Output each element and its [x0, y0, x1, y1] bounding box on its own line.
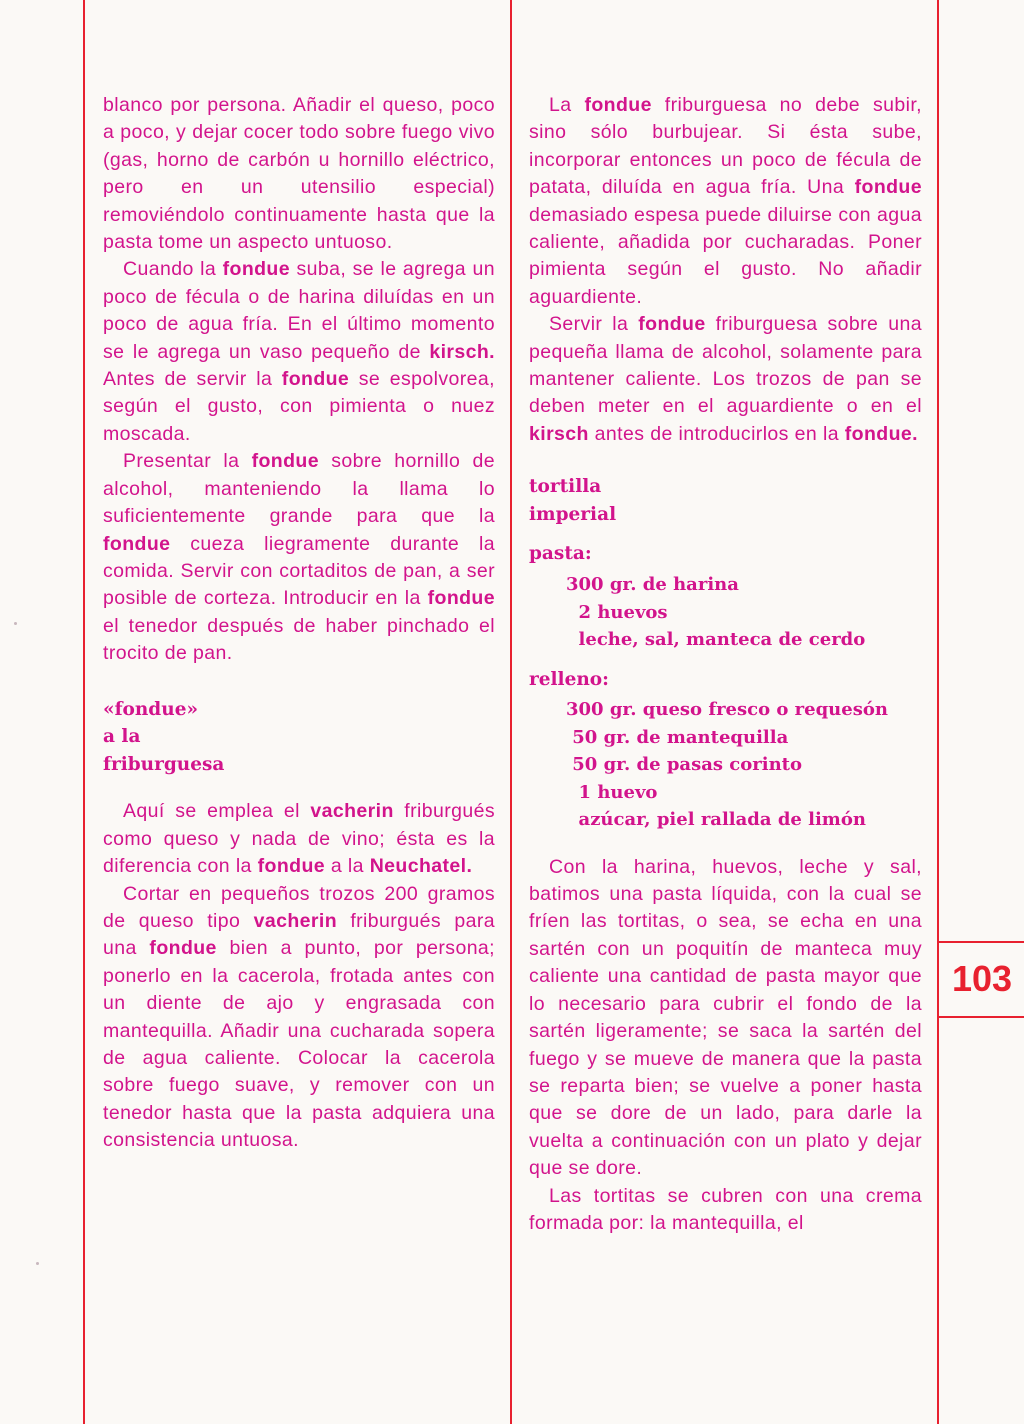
bold-term: fondue — [222, 258, 290, 281]
text-run: friburgués para una — [103, 909, 495, 960]
text-run: Cuando la — [123, 258, 223, 281]
ingredient-line: 2 huevos — [566, 601, 668, 623]
bold-term: fondue. — [844, 422, 918, 445]
text-run: Con la harina, huevos, leche y sal, batimos una pasta líquida, con la cual se fríen las tortitas, o sea, se echa en una sartén con un poquitín de manteca muy caliente una cantidad de pasta mayor que lo necesario para cubrir el fondo de la sartén ligeramente; se saca la sartén del fuego y se mueve de manera que la pasta se reparta bien; se vuelve a poner hasta que se dore de un lado, para darle la vuelta a continuación con un plato y dejar que se dore. — [529, 855, 922, 1180]
text-run: friburgués como queso y nada de vino; ésta es la diferencia con la — [103, 800, 496, 878]
text-run: se espolvorea, según el gusto, con pimienta o nuez moscada. — [103, 368, 495, 445]
bold-term: fondue — [103, 532, 171, 555]
text-run: el tenedor después de haber pinchado el trocito de pan. — [103, 614, 495, 665]
bold-term: fondue — [281, 368, 350, 391]
recipe-title-line: a la — [103, 726, 141, 748]
recipe-title — [103, 696, 495, 779]
text-run: Aquí se emplea el — [123, 800, 311, 823]
paragraph — [103, 92, 495, 256]
text-run: suba, se le agrega un poco de fécula o de harina diluídas en un poco de agua fría. En el último momento se le agrega un vaso pequeño de — [103, 258, 495, 363]
bold-term: fondue — [149, 937, 217, 960]
pasta-label: pasta: — [529, 543, 592, 565]
bold-term: fondue — [854, 176, 922, 199]
text-run: a la — [325, 855, 370, 878]
bold-term: vacherin — [253, 909, 338, 932]
paragraph — [529, 1183, 922, 1238]
bold-term: vacherin — [310, 800, 394, 823]
paragraph — [529, 311, 922, 448]
recipe-title-line: friburguesa — [103, 753, 225, 775]
paragraph — [103, 798, 495, 880]
relleno-label: relleno: — [529, 668, 609, 690]
text-run: antes de introducirlos en la — [588, 422, 845, 445]
paragraph — [103, 881, 495, 1155]
paragraph — [103, 256, 495, 448]
bold-term: Neuchatel. — [369, 855, 473, 878]
pasta-ingredients — [566, 571, 922, 654]
text-run: Servir la — [549, 313, 639, 336]
recipe-title-line: imperial — [529, 503, 617, 525]
paragraph — [529, 92, 922, 311]
text-run: cueza liegramente durante la comida. Servir con cortaditos de pan, a ser posible de corteza. Introducir en la — [103, 532, 495, 610]
bold-term: fondue — [427, 587, 495, 610]
bold-term: fondue — [251, 450, 319, 473]
text-run: sobre hornillo de alcohol, manteniendo la llama lo suficientemente grande para que la — [103, 450, 495, 528]
text-run: Presentar la — [123, 450, 252, 473]
page-number: 103 — [952, 958, 1013, 999]
text-run: friburguesa no debe subir, sino sólo burbujear. Si ésta sube, incorporar entonces un poco de fécula de patata, diluída en agua fría. Una — [529, 94, 922, 199]
page-number-rule-bottom — [938, 1016, 1024, 1018]
text-run: bien a punto, por persona; ponerlo en la cacerola, frotada antes con un diente de ajo y engrasada con mantequilla. Añadir una cucharada sopera de agua caliente. Colocar la cacerola sobre fuego suave, y remover con un tenedor hasta que la pasta adquiera una consistencia untuosa. — [103, 937, 495, 1152]
text-run: Antes de servir la — [103, 368, 282, 391]
recipe-title-line: «fondue» — [103, 698, 199, 720]
page-number-rule-top — [938, 941, 1024, 943]
paper-speck — [14, 622, 17, 625]
paragraph — [103, 448, 495, 667]
text-run: demasiado espesa puede diluirse con agua caliente, añadida por cucharadas. Poner pimienta según el gusto. No añadir aguardiente. — [529, 203, 922, 308]
text-run: Las tortitas se cubren con una crema formada por: la mantequilla, el — [529, 1184, 922, 1234]
ingredient-line: 300 gr. de harina — [566, 574, 739, 596]
ingredient-line: 300 gr. queso fresco o requesón — [566, 699, 888, 721]
text-run: Cortar en pequeños trozos 200 gramos de queso tipo — [103, 882, 495, 932]
center-column-rule — [510, 0, 512, 1424]
recipe-title — [529, 473, 922, 528]
right-margin-rule — [937, 0, 939, 1424]
bold-term: kirsch — [529, 422, 589, 445]
ingredient-line: 50 gr. de pasas corinto — [566, 754, 802, 776]
ingredient-line: 1 huevo — [566, 781, 658, 803]
paragraph — [529, 854, 922, 1183]
text-run: La — [549, 94, 585, 116]
bold-term: fondue — [584, 94, 652, 116]
right-column — [529, 92, 922, 1237]
left-margin-rule — [83, 0, 85, 1424]
ingredient-line: leche, sal, manteca de cerdo — [566, 629, 866, 651]
bold-term: fondue — [638, 313, 706, 336]
paper-speck — [36, 1262, 39, 1265]
relleno-ingredients — [566, 696, 922, 834]
ingredient-line: azúcar, piel rallada de limón — [566, 809, 866, 831]
bold-term: fondue — [257, 855, 326, 878]
recipe-title-line: tortilla — [529, 476, 602, 498]
text-run: friburguesa sobre una pequeña llama de alcohol, solamente para mantener caliente. Los trozos de pan se deben meter en el aguardiente o en el — [529, 313, 922, 418]
left-column — [103, 92, 495, 1155]
text-run: blanco por persona. Añadir el queso, poco a poco, y dejar cocer todo sobre fuego vivo (gas, horno de carbón u hornillo eléctrico, pero en un utensilio especial) removiéndolo continuamente hasta que la pasta tome un aspecto untuoso. — [103, 94, 495, 254]
bold-term: kirsch. — [429, 340, 495, 363]
ingredient-line: 50 gr. de mantequilla — [566, 726, 789, 748]
